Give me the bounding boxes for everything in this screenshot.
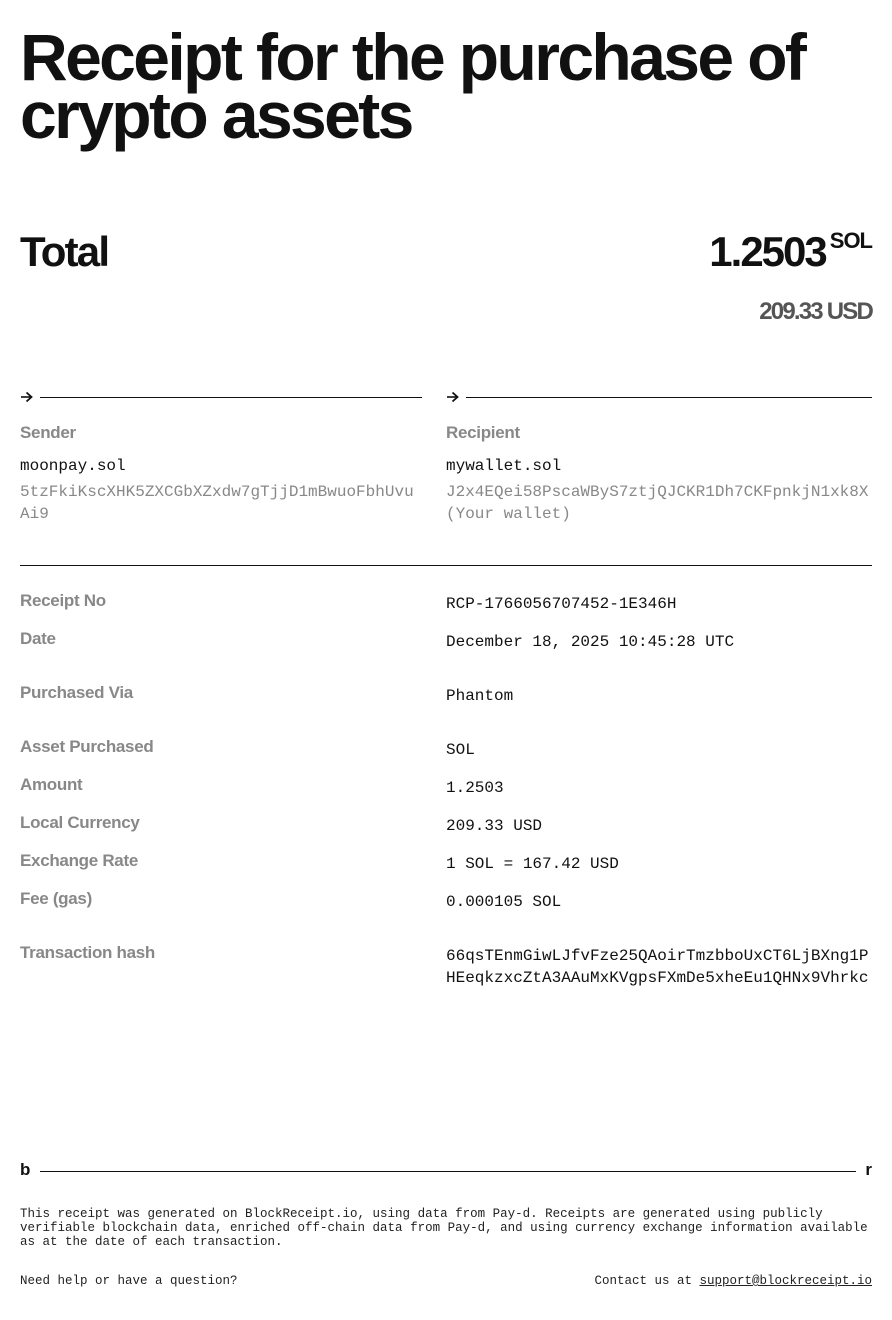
detail-value: 1.2503	[446, 779, 504, 797]
recipient-rule	[446, 389, 872, 405]
total-label: Total	[20, 228, 109, 275]
support-email-link[interactable]: support@blockreceipt.io	[699, 1274, 872, 1288]
detail-value: 209.33 USD	[446, 817, 543, 835]
page-title: Receipt for the purchase of crypto assets	[20, 20, 805, 152]
detail-label: Asset Purchased	[20, 737, 154, 756]
recipient-address: J2x4EQei58PscaWByS7ztjQJCKR1Dh7CKFpnkjN1xk8X (Your wallet)	[446, 483, 869, 523]
footer-mark-left: b	[20, 1160, 31, 1179]
detail-label: Transaction hash	[20, 943, 156, 962]
help-text: Need help or have a question?	[20, 1274, 238, 1288]
detail-value: December 18, 2025 10:45:28 UTC	[446, 633, 735, 651]
sender-name: moonpay.sol	[20, 457, 126, 475]
sender-section	[20, 389, 422, 525]
contact-prefix: Contact us at	[594, 1274, 700, 1288]
detail-label: Exchange Rate	[20, 851, 138, 870]
recipient-name: mywallet.sol	[446, 457, 562, 475]
detail-label: Amount	[20, 775, 83, 794]
detail-value: 1 SOL = 167.42 USD	[446, 855, 619, 873]
disclaimer-text: This receipt was generated on BlockReceipt.io, using data from Pay-d. Receipts are generated using publicly verifiable blockchain data, enriched off-chain data from Pay-d, and using currency exchange information available as at the date of each transaction.	[20, 1207, 868, 1249]
detail-value: 66qsTEnmGiwLJfvFze25QAoirTmzbboUxCT6LjBXng1PHEeqkzxcZtA3AAuMxKVgpsFXmDe5xheEu1QHNx9Vhrkc	[446, 947, 869, 987]
detail-label: Purchased Via	[20, 683, 133, 702]
recipient-section	[446, 389, 872, 525]
footer-rule	[20, 1162, 872, 1180]
detail-value: 0.000105 SOL	[446, 893, 562, 911]
contact-text	[594, 1274, 872, 1288]
total-amount-unit: SOL	[829, 228, 872, 253]
arrow-right-icon	[446, 389, 460, 405]
detail-label: Receipt No	[20, 591, 106, 610]
sender-address: 5tzFkiKscXHK5ZXCGbXZxdw7gTjjD1mBwuoFbhUvuAi9	[20, 483, 414, 523]
total-usd: 209.33 USD	[759, 298, 872, 325]
sender-rule	[20, 389, 422, 405]
detail-value: SOL	[446, 741, 475, 759]
sender-label: Sender	[20, 423, 76, 442]
detail-label: Date	[20, 629, 56, 648]
arrow-right-icon	[20, 389, 34, 405]
detail-label: Fee (gas)	[20, 889, 92, 908]
total-amount	[709, 226, 872, 278]
section-divider	[20, 565, 872, 566]
total-amount-value: 1.2503	[709, 228, 826, 275]
detail-label: Local Currency	[20, 813, 140, 832]
footer-mark-right: r	[865, 1160, 872, 1179]
recipient-label: Recipient	[446, 423, 520, 442]
detail-value: Phantom	[446, 687, 514, 705]
detail-value: RCP-1766056707452-1E346H	[446, 595, 677, 613]
